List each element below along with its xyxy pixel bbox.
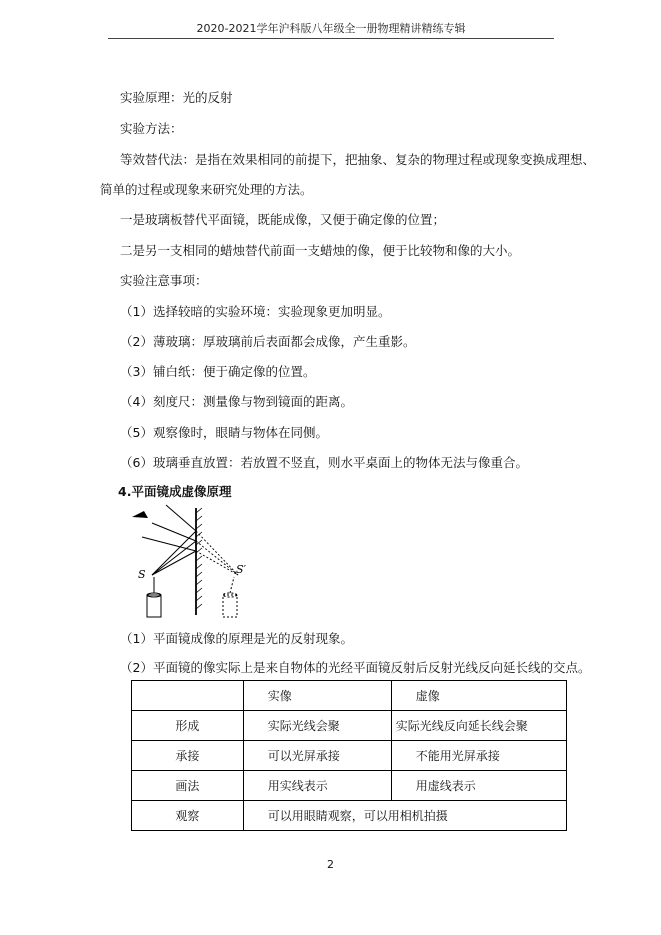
table-cell: 实际光线会聚	[243, 711, 391, 741]
table-row	[132, 711, 567, 741]
table-header-cell	[132, 681, 244, 711]
table-cell: 承接	[132, 741, 244, 771]
mirror-image-diagram	[130, 503, 260, 621]
method-point-2: 二是另一支相同的蜡烛替代前面一支蜡烛的像，便于比较物和像的大小。	[120, 243, 521, 258]
note-1: （1）选择较暗的实验环境：实验现象更加明显。	[120, 304, 391, 319]
method-desc-2: 简单的过程或现象来研究处理的方法。	[100, 182, 313, 197]
table-cell: 不能用光屏承接	[391, 741, 566, 771]
table-header-cell: 虚像	[391, 681, 566, 711]
table-header-row	[132, 681, 567, 711]
table-cell: 可以光屏承接	[243, 741, 391, 771]
page-number: 2	[327, 858, 334, 871]
notes-title: 实验注意事项：	[120, 273, 208, 288]
point-1: （1）平面镜成像的原理是光的反射现象。	[120, 631, 353, 646]
table-cell: 形成	[132, 711, 244, 741]
principle-line: 实验原理：光的反射	[120, 90, 233, 105]
note-3: （3）铺白纸：便于确定像的位置。	[120, 364, 316, 379]
table-row	[132, 801, 567, 831]
label-s-prime: S′	[236, 563, 247, 576]
label-s: S	[138, 568, 146, 581]
table-cell: 画法	[132, 771, 244, 801]
table-cell: 用虚线表示	[391, 771, 566, 801]
table-row	[132, 741, 567, 771]
note-6: （6）玻璃垂直放置：若放置不竖直，则水平桌面上的物体无法与像重合。	[120, 455, 528, 470]
page-header: 2020-2021学年沪科版八年级全一册物理精讲精练专辑	[196, 22, 466, 35]
note-2: （2）薄玻璃：厚玻璃前后表面都会成像，产生重影。	[120, 334, 416, 349]
method-title: 实验方法：	[120, 121, 183, 136]
comparison-table	[131, 680, 567, 831]
table-cell: 观察	[132, 801, 244, 831]
table-cell: 可以用眼睛观察，可以用相机拍摄	[243, 801, 566, 831]
table-header-cell: 实像	[243, 681, 391, 711]
table-row	[132, 771, 567, 801]
note-4: （4）刻度尺：测量像与物到镜面的距离。	[120, 394, 353, 409]
table-cell: 实际光线反向延长线会聚	[391, 711, 566, 741]
method-desc-1: 等效替代法：是指在效果相同的前提下，把抽象、复杂的物理过程或现象变换成理想、	[120, 152, 596, 167]
table-cell: 用实线表示	[243, 771, 391, 801]
section-heading: 4.平面镜成虚像原理	[118, 484, 232, 499]
method-point-1: 一是玻璃板替代平面镜，既能成像，又便于确定像的位置；	[120, 212, 446, 227]
note-5: （5）观察像时，眼睛与物体在同侧。	[120, 425, 328, 440]
point-2: （2）平面镜的像实际上是来自物体的光经平面镜反射后反射光线反向延长线的交点。	[120, 660, 591, 675]
header-rule	[108, 38, 554, 39]
